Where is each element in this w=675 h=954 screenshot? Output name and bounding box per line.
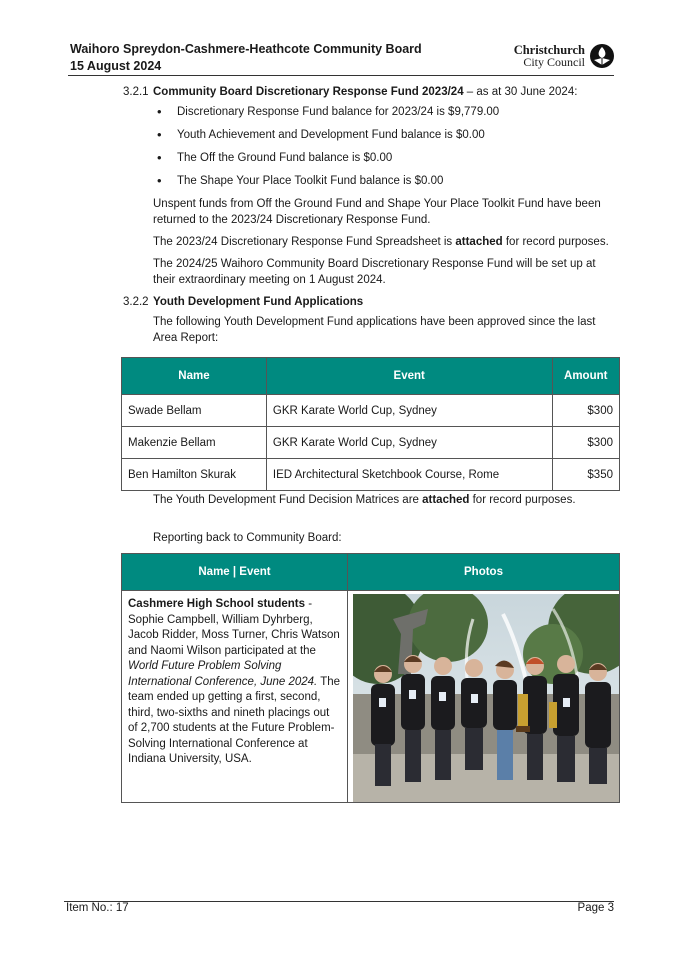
entry-participants: - Sophie Campbell, William Dyhrberg, Jacob Ridder, Moss Turner, Chris Watson and Naomi Wilson participated at the — [128, 598, 340, 657]
cell-amount: $300 — [552, 395, 619, 427]
list-item: • The Shape Your Place Toolkit Fund balance is $0.00 — [153, 173, 618, 189]
section-heading-suffix: – as at 30 June 2024: — [463, 86, 578, 98]
reporting-back-table — [121, 553, 620, 803]
section-number: 3.2.1 — [123, 86, 149, 98]
section-heading: Community Board Discretionary Response Fund 2023/24 — [153, 86, 464, 98]
cell-name: Swade Bellam — [122, 395, 267, 427]
table-row — [122, 427, 620, 459]
report-entry-text — [122, 591, 348, 803]
cell-event: GKR Karate World Cup, Sydney — [266, 427, 552, 459]
photo-cell — [348, 591, 620, 803]
logo-line-1: Christchurch — [513, 43, 585, 57]
matrices-paragraph — [153, 492, 618, 508]
fund-setup-paragraph: The 2024/25 Waihoro Community Board Discretionary Response Fund will be set up at their extraordinary meeting on 1 August 2024. — [153, 258, 596, 286]
table-row — [122, 459, 620, 491]
column-header-amount: Amount — [552, 358, 619, 395]
cell-event: GKR Karate World Cup, Sydney — [266, 395, 552, 427]
list-item: • The Off the Ground Fund balance is $0.00 — [153, 150, 618, 166]
logo-line-2: City Council — [523, 55, 585, 69]
section-heading: Youth Development Fund Applications — [153, 296, 364, 308]
page-header — [70, 41, 615, 75]
cell-amount: $350 — [552, 459, 619, 491]
section-3-2-2-heading — [123, 294, 618, 310]
page-number: Page 3 — [577, 902, 614, 914]
cell-event: IED Architectural Sketchbook Course, Rome — [266, 459, 552, 491]
report-content — [123, 84, 618, 352]
paragraph-text: for record purposes. — [502, 236, 609, 248]
cell-name: Ben Hamilton Skurak — [122, 459, 267, 491]
list-item: • Youth Achievement and Development Fund balance is $0.00 — [153, 127, 618, 143]
council-logo — [514, 41, 615, 71]
footer-divider — [64, 901, 614, 902]
column-header-photos: Photos — [348, 554, 620, 591]
table-row — [122, 395, 620, 427]
header-divider — [68, 75, 614, 76]
column-header-name-event: Name | Event — [122, 554, 348, 591]
attached-label: attached — [422, 494, 470, 506]
paragraph-text: The 2023/24 Discretionary Response Fund Spreadsheet is — [153, 236, 456, 248]
table-row — [122, 591, 620, 803]
column-header-event: Event — [266, 358, 552, 395]
column-header-name: Name — [122, 358, 267, 395]
paragraph-text: The Youth Development Fund Decision Matrices are — [153, 494, 423, 506]
item-number: Item No.: 17 — [66, 902, 129, 914]
fern-icon — [589, 43, 615, 69]
board-title: Waihoro Spreydon-Cashmere-Heathcote Community Board — [70, 42, 422, 56]
unspent-funds-paragraph: Unspent funds from Off the Ground Fund and Shape Your Place Toolkit Fund have been returned to the 2023/24 Discretionary Response Fund. — [153, 198, 601, 226]
cell-name: Makenzie Bellam — [122, 427, 267, 459]
cell-amount: $300 — [552, 427, 619, 459]
paragraph-text: for record purposes. — [469, 494, 576, 506]
attached-label: attached — [455, 236, 503, 248]
meeting-date: 15 August 2024 — [70, 59, 162, 73]
ydf-intro-paragraph: The following Youth Development Fund applications have been approved since the last Area Report: — [153, 316, 596, 344]
section-3-2-1-heading — [123, 84, 618, 100]
reporting-back-label: Reporting back to Community Board: — [153, 532, 342, 544]
spreadsheet-paragraph — [153, 234, 618, 250]
ydf-applications-table — [121, 357, 620, 491]
team-photo-illustration — [353, 594, 619, 802]
entry-results: The team ended up getting a first, second, third, two-sixths and nineth placings out of 2,700 students at the Future Problem-Solving International Conference at Indiana University, USA. — [128, 675, 341, 765]
list-item: • Discretionary Response Fund balance for 2023/24 is $9,779.00 — [153, 104, 618, 120]
entry-conference: World Future Problem Solving International Conference, June 2024. — [128, 660, 318, 688]
team-photo — [353, 594, 619, 802]
fund-balance-list — [123, 104, 618, 189]
entry-heading: Cashmere High School students — [128, 598, 306, 610]
section-number: 3.2.2 — [123, 296, 149, 308]
